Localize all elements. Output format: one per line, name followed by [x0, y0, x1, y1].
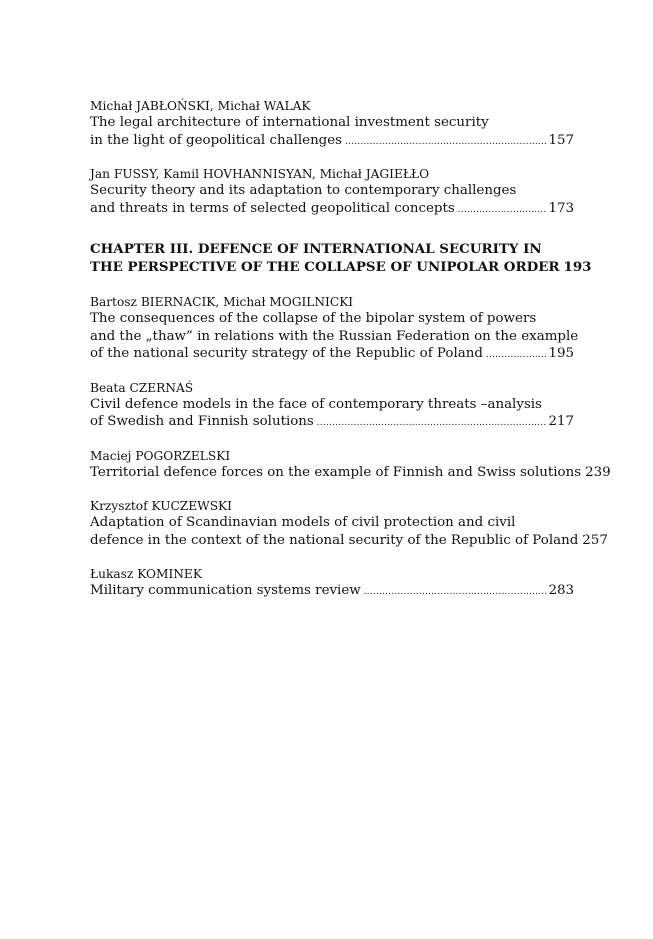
- leader-dots: [345, 134, 547, 152]
- leader-dots: [364, 584, 548, 602]
- entry-title-line: The legal architecture of international investment security: [90, 115, 489, 130]
- page-number: 157: [548, 132, 574, 148]
- entry-title-line: The consequences of the collapse of the bipolar system of powers: [90, 311, 537, 326]
- page-number: 257: [582, 532, 608, 548]
- toc-entry: [90, 498, 608, 549]
- entry-authors: Beata CZERNAŚ: [90, 380, 194, 395]
- entry-title-text: of Swedish and Finnish solutions: [90, 414, 314, 429]
- toc-entry: [90, 294, 579, 363]
- page-number: 239: [585, 464, 611, 480]
- entry-authors: Jan FUSSY, Kamil HOVHANNISYAN, Michał JAGIEŁŁO: [90, 167, 430, 181]
- toc-entry: [90, 166, 574, 217]
- toc-entry: [90, 448, 611, 482]
- entry-title-last-line[interactable]: [90, 582, 574, 600]
- entry-title-text: defence in the context of the national security of the Republic of Poland: [90, 532, 579, 548]
- entry-authors: Maciej POGORZELSKI: [90, 448, 231, 463]
- leader-dots: [486, 347, 548, 365]
- page-number: 195: [548, 346, 574, 361]
- page-number: 283: [548, 583, 574, 598]
- entry-title-last-line[interactable]: [90, 345, 574, 363]
- chapter-title-text: THE PERSPECTIVE OF THE COLLAPSE OF UNIPOLAR ORDER: [90, 259, 560, 275]
- entry-authors: Bartosz BIERNACIK, Michał MOGILNICKI: [90, 295, 354, 309]
- entry-title-last-line[interactable]: [90, 464, 611, 482]
- entry-title-last-line[interactable]: [90, 413, 574, 431]
- toc-entry: [90, 98, 574, 149]
- toc-entry: [90, 380, 574, 431]
- table-of-contents: [90, 98, 611, 617]
- entry-authors: Michał JABŁOŃSKI, Michał WALAK: [90, 99, 311, 113]
- toc-entry: [90, 566, 574, 600]
- entry-authors: Łukasz KOMINEK: [90, 567, 202, 581]
- entry-title-last-line[interactable]: [90, 132, 574, 150]
- chapter-heading: [90, 240, 592, 276]
- chapter-title-line: CHAPTER III. DEFENCE OF INTERNATIONAL SECURITY IN: [90, 241, 542, 257]
- leader-dots: [317, 415, 548, 433]
- page-number: 173: [548, 200, 574, 216]
- leader-dots: [458, 202, 548, 220]
- page-number: 217: [548, 414, 574, 429]
- entry-title-text: Military communication systems review: [90, 583, 361, 598]
- entry-title-text: in the light of geopolitical challenges: [90, 132, 343, 148]
- entry-authors: Krzysztof KUCZEWSKI: [90, 499, 232, 513]
- entry-title-line: Civil defence models in the face of contemporary threats –analysis: [90, 396, 542, 412]
- chapter-title-last-line[interactable]: [90, 258, 592, 276]
- entry-title-text: and threats in terms of selected geopolitical concepts: [90, 200, 455, 216]
- entry-title-last-line[interactable]: [90, 532, 608, 550]
- entry-title-line: Security theory and its adaptation to contemporary challenges: [90, 183, 517, 198]
- entry-title-line: Adaptation of Scandinavian models of civil protection and civil: [90, 515, 516, 530]
- entry-title-last-line[interactable]: [90, 200, 574, 218]
- entry-title-line: and the „thaw” in relations with the Russian Federation on the example: [90, 328, 579, 344]
- entry-title-text: of the national security strategy of the Republic of Poland: [90, 346, 483, 361]
- entry-title-text: Territorial defence forces on the example of Finnish and Swiss solutions: [90, 464, 582, 480]
- page-number: 193: [563, 259, 592, 275]
